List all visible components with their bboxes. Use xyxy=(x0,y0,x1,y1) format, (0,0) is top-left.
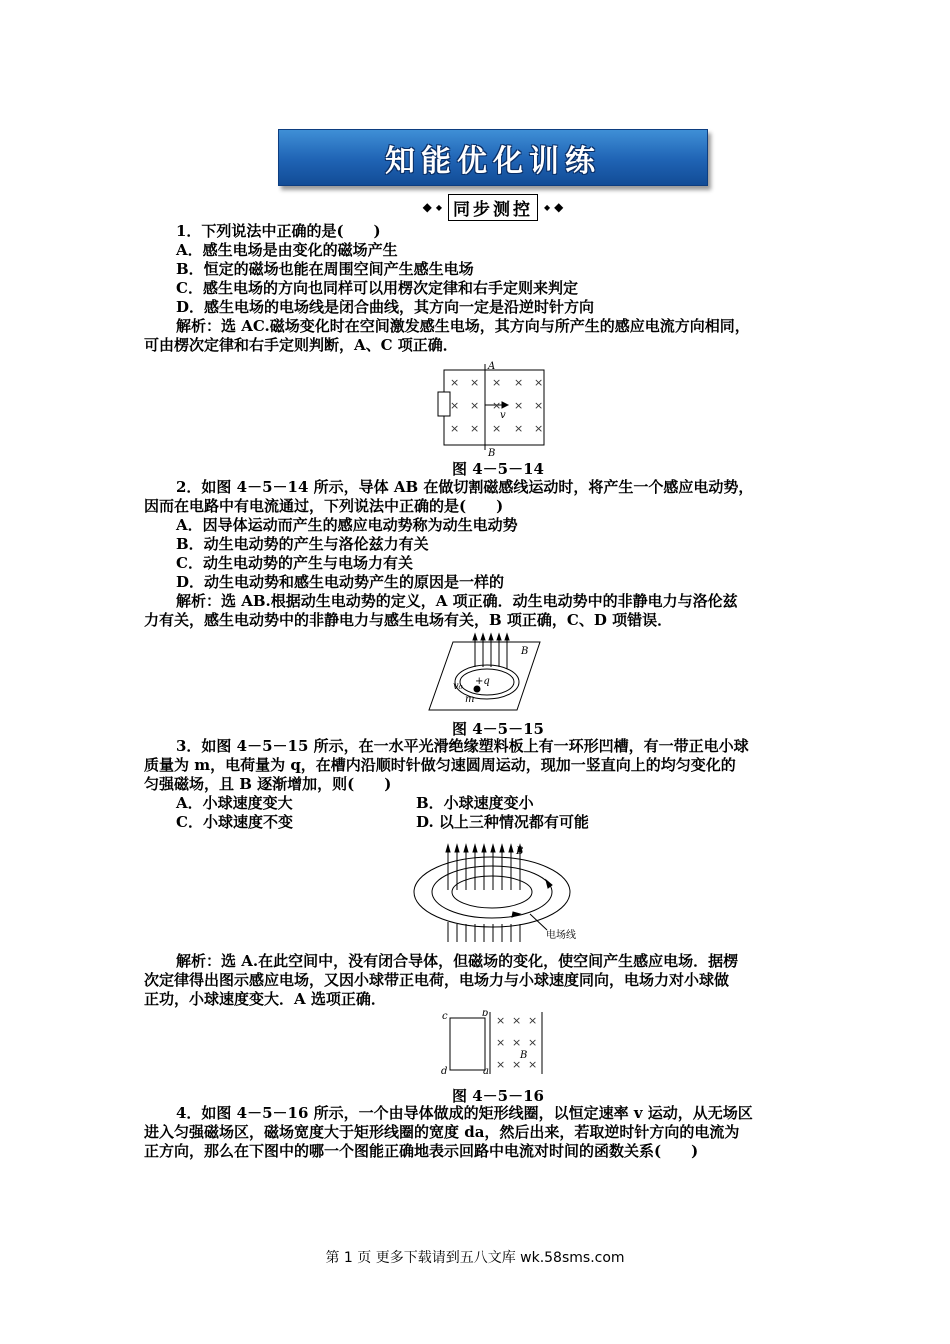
svg-text:×: × xyxy=(496,1036,506,1049)
q1-analysis: 解析：选 AC.磁场变化时在空间激发感生电场，其方向与所产生的感应电流方向相同， xyxy=(176,317,750,335)
svg-text:×: × xyxy=(496,1058,506,1071)
svg-text:×: × xyxy=(492,399,502,412)
label-m: m xyxy=(465,694,475,705)
svg-text:×: × xyxy=(528,1036,538,1049)
q3-option-d: D. 以上三种情况都有可能 xyxy=(416,813,589,831)
q2-stem: 2．如图 4－5－14 所示，导体 AB 在做切割磁感线运动时，将产生一个感应电动势， xyxy=(176,478,754,496)
svg-text:×: × xyxy=(534,422,544,435)
figure-electric-field xyxy=(412,842,592,946)
svg-text:×: × xyxy=(450,422,460,435)
svg-text:×: × xyxy=(470,422,480,435)
q2-analysis: 解析：选 AB.根据动生电动势的定义，A 项正确．动生电动势中的非静电力与洛伦兹 xyxy=(176,592,738,610)
label-q: +q xyxy=(475,676,490,687)
q1-option-a: A．感生电场是由变化的磁场产生 xyxy=(176,241,398,259)
svg-text:×: × xyxy=(470,399,480,412)
svg-text:×: × xyxy=(512,1058,522,1071)
q3-option-a: A．小球速度变大 xyxy=(176,794,293,812)
section-title: 同步测控 xyxy=(448,194,538,221)
q3-option-c: C．小球速度不变 xyxy=(176,813,293,831)
figure-4-5-14 xyxy=(430,360,550,458)
svg-text:×: × xyxy=(514,399,524,412)
q3-analysis: 解析：选 A.在此空间中，没有闭合导体，但磁场的变化，使空间产生感应电场．据楞 xyxy=(176,952,739,970)
svg-text:×: × xyxy=(514,376,524,389)
figure-4-5-16 xyxy=(438,1010,548,1076)
svg-text:×: × xyxy=(534,376,544,389)
svg-text:×: × xyxy=(512,1014,522,1027)
q4-stem: 4．如图 4－5－16 所示，一个由导体做成的矩形线圈，以恒定速率 v 运动，从无场区 xyxy=(176,1104,753,1122)
q2-option-b: B．动生电动势的产生与洛伦兹力有关 xyxy=(176,535,429,553)
q2-option-a: A．因导体运动而产生的感应电动势称为动生电动势 xyxy=(176,516,518,534)
title-banner xyxy=(278,129,708,186)
svg-text:×: × xyxy=(470,376,480,389)
q1-option-b: B．恒定的磁场也能在周围空间产生感生电场 xyxy=(176,260,474,278)
figure-4-5-15 xyxy=(425,632,545,720)
page-footer: 第 1 页 更多下载请到五八文库 wk.58sms.com xyxy=(325,1250,625,1266)
diamond-icon: ◆ xyxy=(544,202,551,212)
svg-text:×: × xyxy=(528,1058,538,1071)
label-b: B xyxy=(516,846,524,857)
label-b-corner: b xyxy=(482,1010,489,1019)
q1-option-c: C．感生电场的方向也同样可以用楞次定律和右手定则来判定 xyxy=(176,279,578,297)
label-v: v xyxy=(500,410,506,421)
q3-stem-cont: 质量为 m，电荷量为 q，在槽内沿顺时针做匀速圆周运动，现加一竖直向上的均匀变化的 xyxy=(144,756,736,774)
label-a: A xyxy=(488,361,496,372)
q2-option-d: D．动生电动势和感生电动势产生的原因是一样的 xyxy=(176,573,505,591)
q2-stem-cont: 因而在电路中有电流通过，下列说法中正确的是( ) xyxy=(144,497,504,515)
svg-text:×: × xyxy=(492,422,502,435)
svg-text:×: × xyxy=(512,1036,522,1049)
q3-analysis-cont2: 正功，小球速度变大．A 选项正确． xyxy=(144,990,386,1008)
q3-option-b: B．小球速度变小 xyxy=(416,794,534,812)
label-b: B xyxy=(488,448,496,458)
diamond-icon: ◆ xyxy=(435,202,442,212)
label-c: c xyxy=(442,1011,448,1022)
label-v0: v₀ xyxy=(453,681,463,692)
svg-text:×: × xyxy=(450,399,460,412)
label-field-lines: 电场线 xyxy=(546,930,576,941)
svg-text:×: × xyxy=(450,376,460,389)
caption-4-5-14: 图 4－5－14 xyxy=(452,460,544,478)
q1-analysis-cont: 可由楞次定律和右手定则判断，A、C 项正确． xyxy=(144,336,458,354)
caption-4-5-15: 图 4－5－15 xyxy=(452,720,544,738)
svg-text:×: × xyxy=(496,1014,506,1027)
q4-stem-cont: 进入匀强磁场区，磁场宽度大于矩形线圈的宽度 da，然后出来，若取逆时针方向的电流为 xyxy=(144,1123,740,1141)
q2-analysis-cont: 力有关，感生电动势中的非静电力与感生电场有关，B 项正确，C、D 项错误． xyxy=(144,611,673,629)
diamond-icon: ◆ xyxy=(422,200,432,214)
svg-text:×: × xyxy=(528,1014,538,1027)
q2-option-c: C．动生电动势的产生与电场力有关 xyxy=(176,554,413,572)
q3-stem-cont2: 匀强磁场，且 B 逐渐增加，则( ) xyxy=(144,775,392,793)
label-field-b: B xyxy=(520,1050,528,1061)
label-d: d xyxy=(441,1066,448,1076)
q1-option-d: D．感生电场的电场线是闭合曲线，其方向一定是沿逆时针方向 xyxy=(176,298,595,316)
svg-text:×: × xyxy=(492,376,502,389)
caption-4-5-16: 图 4－5－16 xyxy=(452,1087,544,1105)
svg-text:×: × xyxy=(514,422,524,435)
banner-title: 知能优化训练 xyxy=(385,143,601,179)
section-heading xyxy=(393,196,593,218)
svg-text:×: × xyxy=(534,399,544,412)
label-b: B xyxy=(521,646,529,657)
diamond-icon: ◆ xyxy=(554,200,564,214)
label-a: a xyxy=(483,1066,489,1076)
q3-stem: 3．如图 4－5－15 所示，在一水平光滑绝缘塑料板上有一环形凹槽，有一带正电小球 xyxy=(176,737,749,755)
q3-analysis-cont: 次定律得出图示感应电场，又因小球带正电荷，电场力与小球速度同向，电场力对小球做 xyxy=(144,971,730,989)
q4-stem-cont2: 正方向，那么在下图中的哪一个图能正确地表示回路中电流对时间的函数关系( ) xyxy=(144,1142,699,1160)
q1-stem: 1．下列说法中正确的是( ) xyxy=(176,222,381,240)
